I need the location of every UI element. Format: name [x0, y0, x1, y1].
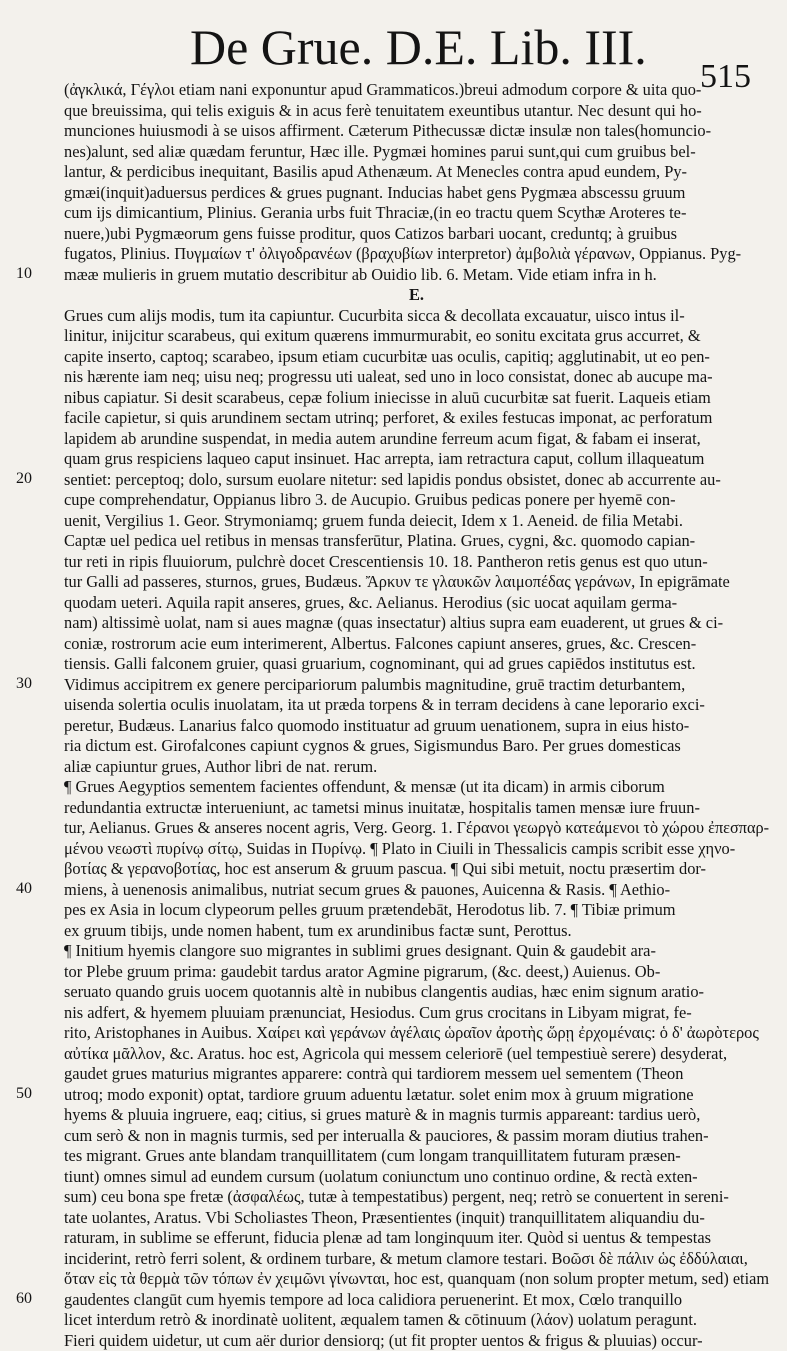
- text-line: tate uolantes, Aratus. Vbi Scholiastes Theon, Præsentientes (inquit) tranquillitatem aliquandiu du-: [64, 1208, 769, 1229]
- text-line: uisenda solertia oculis inuolatam, ita ut præda torpens & in terram decidens à cane leporario exci-: [64, 695, 769, 716]
- text-line: tiensis. Galli falconem gruier, quasi gruarium, cognominant, qui ad grues capiēdos institutus est.: [64, 654, 769, 675]
- text-line: fugatos, Plinius. Πυγμαίων τ' ὀλιγοδρανέων (βραχυβίων interpretor) ἀμβολιὰ γέρανων, Oppianus. Pyg-: [64, 244, 769, 265]
- text-line: gmæi(inquit)aduersus perdices & grues pugnant. Inducias habet gens Pygmæa abscessu gruum: [64, 183, 769, 204]
- margin-line-number: 40: [16, 880, 32, 898]
- text-line: aliæ capiuntur grues, Author libri de nat. rerum.: [64, 757, 769, 778]
- text-line: coniæ, rostrorum acie eum interimerent, Albertus. Falcones capiunt anseres, grues, &c. Crescen-: [64, 634, 769, 655]
- text-line: linitur, inijcitur scarabeus, qui exitum quærens immurmurabit, eo sonitu excitata grus accurret, &: [64, 326, 769, 347]
- text-line: cupe comprehendatur, Oppianus libro 3. de Aucupio. Gruibus pedicas ponere per hyemē con-: [64, 490, 769, 511]
- text-line: miens, à uenenosis animalibus, nutriat secum grues & pauones, Auicenna & Rasis. ¶ Aethio-: [64, 880, 769, 901]
- page-header: [0, 18, 787, 78]
- margin-line-number: 30: [16, 675, 32, 693]
- text-line: sentiet: perceptoq; dolo, sursum euolare nitetur: sed lapidis pondus obsistet, donec ab accurrente au-: [64, 470, 769, 491]
- text-line: quam grus respiciens laqueo caput insinuet. Hac arrepta, iam retractura caput, collum illaqueatum: [64, 449, 769, 470]
- text-line: rito, Aristophanes in Auibus. Χαίρει καὶ γεράνων ἀγέλαις ὡραῖον ἀροτὴς ὥρῃ ἐρχομέναις: ὁ δ' ἀωρὸτερος: [64, 1023, 769, 1044]
- text-line: nes)alunt, sed aliæ quædam feruntur, Hæc ille. Pygmæi homines parui sunt,qui cum gruibus bel-: [64, 142, 769, 163]
- text-line: gaudet grues maturius migrantes apparere: contrà qui tardiorem messem uel sementem (Theon: [64, 1064, 769, 1085]
- margin-line-number: 60: [16, 1290, 32, 1308]
- text-line: raturam, in sublime se efferunt, fiducia plenæ ad tam longinquum iter. Quòd si uentus & tempestas: [64, 1228, 769, 1249]
- text-line: munciones huiusmodi à se uisos affirment. Cæterum Pithecussæ dictæ insulæ non tales(homuncio-: [64, 121, 769, 142]
- text-line: nis hærente iam neq; uisu neq; progressu uti ualeat, sed uno in loco consistat, donec ab aucupe ma-: [64, 367, 769, 388]
- text-line: ria dictum est. Girofalcones capiunt cygnos & grues, Sigismundus Baro. Per grues domesticas: [64, 736, 769, 757]
- running-title: De Grue. D.E. Lib. III.: [190, 18, 647, 76]
- text-line: uenit, Vergilius 1. Geor. Strymoniamq; gruem funda deiecit, Idem x 1. Aeneid. de filia Metabi.: [64, 511, 769, 532]
- text-line: capite inserto, captoq; scarabeo, ipsum etiam cucurbitæ uas oculis, capitiq; agglutinabit, ut eo pen-: [64, 347, 769, 368]
- text-line: lantur, & perdicibus inequitant, Basilis apud Athenæum. At Menecles contra apud eundem, Py-: [64, 162, 769, 183]
- text-line: utroq; modo exponit) optat, tardiore gruum aduentu lætatur. solet enim mox à gruum migratione: [64, 1085, 769, 1106]
- text-line: Grues cum alijs modis, tum ita capiuntur. Cucurbita sicca & decollata excauatur, uisco intus il-: [64, 306, 769, 327]
- text-line: nis adfert, & hyemem pluuiam prænunciat, Hesiodus. Cum grus crocitans in Libyam migrat, fe-: [64, 1003, 769, 1024]
- text-line: ὅταν εἰς τὰ θερμὰ τῶν τόπων ἐν χειμῶνι γίνωνται, hoc est, quanquam (non solum propter metum, sed) etiam: [64, 1269, 769, 1290]
- text-line: gaudentes clangūt cum hyemis tempore ad loca calidiora peruenerint. Et mox, Cœlo tranquillo: [64, 1290, 769, 1311]
- text-line: seruato quando gruis uocem quotannis altè in nubibus clangentis audias, hæc enim signum aratio-: [64, 982, 769, 1003]
- text-line: tur, Aelianus. Grues & anseres nocent agris, Verg. Georg. 1. Γέρανοι γεωργὸ κατεάμενοι τὸ χώρου ἐπεσπαρ-: [64, 818, 769, 839]
- text-line: αὐτίκα μᾶλλον, &c. Aratus. hoc est, Agricola qui messem celeriorē (uel tempestiuè serere) desyderat,: [64, 1044, 769, 1065]
- text-line: tes migrant. Grues ante blandam tranquillitatem (cum longam tranquillitatem futuram præsen-: [64, 1146, 769, 1167]
- text-line: ¶ Grues Aegyptios sementem facientes offendunt, & mensæ (ut ita dicam) in armis ciborum: [64, 777, 769, 798]
- section-letter: E.: [64, 285, 769, 306]
- text-line: tur Galli ad passeres, sturnos, grues, Budæus. Ἄρκυν τε γλαυκῶν λαιμοπέδας γεράνων, In epigrāmate: [64, 572, 769, 593]
- text-line: hyems & pluuia ingruere, eaq; citius, si grues maturè & in magnis turmis appareant: tardius uerò,: [64, 1105, 769, 1126]
- text-line: cum ijs dimicantium, Plinius. Gerania urbs fuit Thraciæ,(in eo tractu quem Scythæ Aroteres te-: [64, 203, 769, 224]
- text-line: cum serò & non in magnis turmis, sed per interualla & pauciores, & passim moram diutius trahen-: [64, 1126, 769, 1147]
- text-line: que breuissima, qui telis exiguis & in acus ferè tenuitatem exeuntibus utantur. Nec desunt qui ho-: [64, 101, 769, 122]
- text-line: Fieri quidem uidetur, ut cum aër durior densiorq; (ut fit propter uentos & frigus & pluuias) occur-: [64, 1331, 769, 1351]
- text-line: ¶ Initium hyemis clangore suo migrantes in sublimi grues designant. Quin & gaudebit ara-: [64, 941, 769, 962]
- text-line: βοτίας & γερανοβοτίας, hoc est anserum & gruum pascua. ¶ Qui sibi metuit, noctu præsertim dor-: [64, 859, 769, 880]
- text-line: redundantia extructæ interueniunt, ac tametsi minus inuitatæ, hospitalis tamen mensæ iure fruun-: [64, 798, 769, 819]
- text-line: Captæ uel pedica uel retibus in mensas transferūtur, Platina. Grues, cygni, &c. quomodo capian-: [64, 531, 769, 552]
- margin-line-number: 10: [16, 265, 32, 283]
- text-line: facile capietur, si quis arundinem sectam utrinq; perforet, & exiles festucas imponat, ac perforatum: [64, 408, 769, 429]
- text-line: nuere,)ubi Pygmæorum gens fuisse proditur, quos Catizos barbari uocant, creduntq; à gruibus: [64, 224, 769, 245]
- text-line: sum) ceu bona spe fretæ (ἀσφαλέως, tutæ à tempestatibus) pergent, neq; retrò se conuertent in sereni-: [64, 1187, 769, 1208]
- text-line: lapidem ab arundine suspendat, in media autem arundine ferreum acum figat, & fabam ei inserat,: [64, 429, 769, 450]
- text-line: quodam ueteri. Aquila rapit anseres, grues, &c. Aelianus. Herodius (sic uocat aquilam germa-: [64, 593, 769, 614]
- text-line: tur reti in ripis fluuiorum, pulchrè docet Crescentiensis 10. 18. Pantheron retis genus est quo utun-: [64, 552, 769, 573]
- text-line: mææ mulieris in gruem mutatio describitur ab Ouidio lib. 6. Metam. Vide etiam infra in h.: [64, 265, 769, 286]
- page-number: 515: [700, 58, 751, 96]
- text-line: nam) altissimè uolat, nam si aues magnæ (quas insectatur) altius supra eam euaderent, ut grues & ci-: [64, 613, 769, 634]
- text-line: pes ex Asia in locum clypeorum pelles gruum prætendebāt, Herodotus lib. 7. ¶ Tibiæ primum: [64, 900, 769, 921]
- body-text: [64, 80, 769, 1351]
- text-line: tor Plebe gruum prima: gaudebit tardus arator Agmine pigrarum, (&c. deest,) Auienus. Ob-: [64, 962, 769, 983]
- margin-line-number: 20: [16, 470, 32, 488]
- text-line: (ἀγκλικά, Γέγλοι etiam nani exponuntur apud Grammaticos.)breui admodum corpore & uita quo-: [64, 80, 769, 101]
- text-line: inciderint, retrò ferri solent, & ordinem turbare, & metum clamore testari. Βοῶσι δὲ πάλιν ὡς ἐδδύλαιαι,: [64, 1249, 769, 1270]
- text-line: licet interdum retrò & inordinatè uolitent, æqualem tamen & cōtinuum (λάον) uolatum peragunt.: [64, 1310, 769, 1331]
- margin-line-number: 50: [16, 1085, 32, 1103]
- text-line: ex gruum tibijs, unde nomen habent, tum ex arundinibus factæ sunt, Perottus.: [64, 921, 769, 942]
- text-line: Vidimus accipitrem ex genere percipariorum palumbis magnitudine, gruē tractim deturbantem,: [64, 675, 769, 696]
- text-line: peretur, Budæus. Lanarius falco quomodo instituatur ad gruum uenationem, supra in eius histo-: [64, 716, 769, 737]
- text-line: tiunt) omnes simul ad eundem cursum (uolatum coniunctum uno continuo ordine, & rectà exten-: [64, 1167, 769, 1188]
- text-line: μένου νεωστὶ πυρίνῳ σίτῳ, Suidas in Πυρίνῳ. ¶ Plato in Ciuili in Thessalicis campis scribit esse χηνο-: [64, 839, 769, 860]
- text-line: nibus capiatur. Si desit scarabeus, cepæ folium iniecisse in aluū cucurbitæ sat fuerit. Laqueis etiam: [64, 388, 769, 409]
